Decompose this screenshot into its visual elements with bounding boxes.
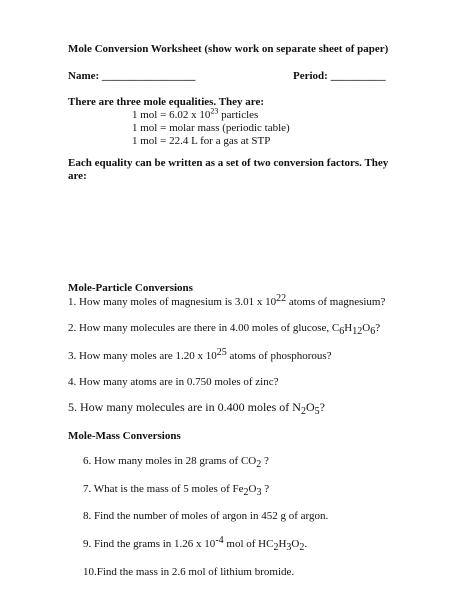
worksheet-title: Mole Conversion Worksheet (show work on separate sheet of paper) <box>68 43 389 55</box>
subscript: 2 <box>273 542 279 553</box>
question-end: ? <box>261 455 269 467</box>
question-end: . <box>304 538 308 550</box>
question-end: ? <box>319 400 325 414</box>
question-2-text: 2. How many molecules are there in 4.00 moles of glucose, C <box>68 322 340 334</box>
equality-particles-text: 1 mol = 6.02 x 10 <box>132 109 211 121</box>
question-10: 10.Find the mass in 2.6 mol of lithium bromide. <box>83 566 295 578</box>
question-8: 8. Find the number of moles of argon in 452 g of argon. <box>83 510 329 522</box>
subscript: 5 <box>314 406 320 417</box>
question-9-mid: mol of HC <box>223 538 274 550</box>
exponent: 22 <box>276 293 287 304</box>
period-field: Period: __________ <box>293 70 386 82</box>
question-9-text: 9. Find the grams in 1.26 x 10 <box>83 538 216 550</box>
equalities-heading: There are three mole equalities. They are: <box>68 96 265 108</box>
question-3-text: 3. How many moles are 1.20 x 10 <box>68 350 217 362</box>
name-field: Name: _________________ <box>68 70 196 82</box>
subscript: 3 <box>286 542 292 553</box>
question-5 <box>68 401 325 415</box>
subscript: 3 <box>256 487 262 498</box>
subscript: 2 <box>300 406 306 417</box>
question-1-text: 1. How many moles of magnesium is 3.01 x 10 <box>68 296 277 308</box>
question-3-tail: atoms of phosphorous? <box>226 350 332 362</box>
question-5-text: 5. How many molecules are in 0.400 moles of N <box>68 400 301 414</box>
equality-gas-volume: 1 mol = 22.4 L for a gas at STP <box>132 135 271 147</box>
question-end: ? <box>261 483 270 495</box>
question-7-text: 7. What is the mass of 5 moles of Fe <box>83 483 244 495</box>
exponent: 25 <box>216 347 227 358</box>
subscript: 2 <box>256 459 262 470</box>
factors-heading-line1: Each equality can be written as a set of two conversion factors. They <box>68 157 389 169</box>
question-2 <box>68 322 380 335</box>
subscript: 6 <box>339 326 345 337</box>
equality-molar-mass: 1 mol = molar mass (periodic table) <box>132 122 290 134</box>
question-6-text: 6. How many moles in 28 grams of CO <box>83 455 257 467</box>
formula-element: H <box>278 538 287 550</box>
exponent: 23 <box>210 106 219 116</box>
section-heading-mole-mass: Mole-Mass Conversions <box>68 430 181 442</box>
question-7 <box>83 483 269 496</box>
question-4: 4. How many atoms are in 0.750 moles of zinc? <box>68 376 279 388</box>
question-9 <box>83 535 308 553</box>
formula-element: O <box>305 400 315 414</box>
subscript: 2 <box>243 487 249 498</box>
question-1-tail: atoms of magnesium? <box>286 296 386 308</box>
factors-heading-line2: are: <box>68 170 87 182</box>
formula-element: O <box>248 483 257 495</box>
subscript: 6 <box>370 326 376 337</box>
formula-element: O <box>291 538 300 550</box>
question-3 <box>68 347 332 363</box>
exponent: -4 <box>215 535 224 546</box>
formula-element: O <box>362 322 371 334</box>
section-heading-mole-particle: Mole-Particle Conversions <box>68 282 193 294</box>
question-6 <box>83 455 269 468</box>
equality-particles-unit: particles <box>218 109 259 121</box>
question-1 <box>68 293 386 309</box>
question-end: ? <box>375 322 381 334</box>
formula-element: H <box>344 322 353 334</box>
equality-particles <box>132 106 259 122</box>
subscript: 2 <box>299 542 305 553</box>
subscript: 12 <box>352 326 363 337</box>
